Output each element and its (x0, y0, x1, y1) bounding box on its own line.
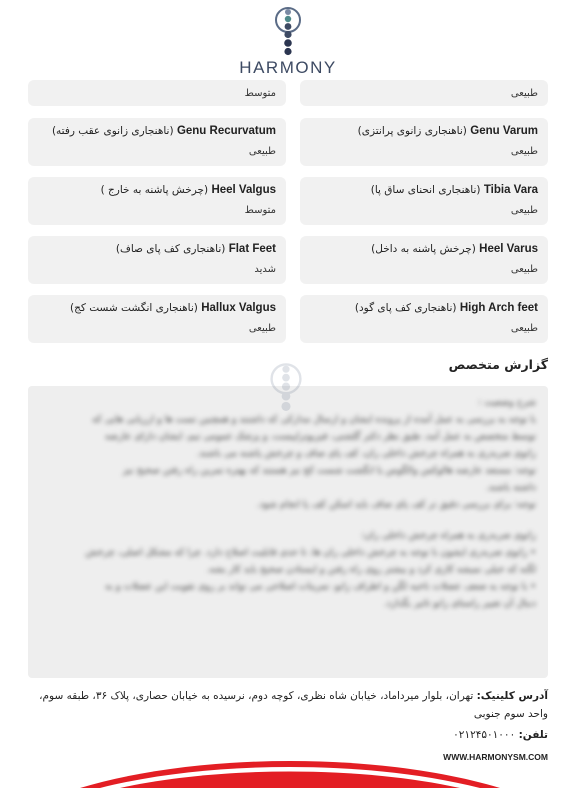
report-line: توسط متخصص به عمل آمد، طبق نظر دکتر گلشنی، فیزیوتراپیست، و پزشک عمومی تیم، ایشان دارای عارضه (104, 431, 536, 442)
card-value: طبیعی (248, 323, 276, 334)
card-hallux-valgus (28, 295, 286, 343)
harmony-mark-icon (274, 6, 302, 56)
card-title-en: Heel Varus (479, 243, 538, 255)
card-genu-varum (300, 118, 548, 166)
report-line: • با توجه به ضعف عضلات ناحیه لگن و اطراف زانو، تمرینات اصلاحی می تواند بر روی تقویت این عضلات و به (105, 581, 536, 592)
harmony-logo (0, 6, 576, 78)
card-tibia-vara (300, 177, 548, 225)
card-genu-recurvatum (28, 118, 286, 166)
website-link[interactable]: WWW.HARMONYSM.COM (443, 752, 548, 762)
card-heel-varus (300, 236, 548, 284)
report-line: زانوی ضربدری به همراه چرخش داخلی ران، کف پای صاف و چرخش پاشنه می باشند. (196, 448, 536, 459)
card-title-en: Hallux Valgus (201, 302, 276, 314)
card-value: متوسط (244, 205, 276, 216)
footer-wave-decoration (0, 758, 576, 788)
report-line: داشته باشند. (485, 482, 536, 493)
report-line: دنبال آن تغییر راستای زانو تاثیر بگذارد. (383, 598, 536, 609)
card-heel-valgus (28, 177, 286, 225)
card-title-en: High Arch feet (459, 302, 538, 314)
card-high-arch-feet (300, 295, 548, 343)
card-value: طبیعی (510, 323, 538, 334)
report-line: • زانوی ضربدری ایشون با توجه به چرخش داخلی ران ها، تا حدی قابلیت اصلاح دارد. چرا که مشکل اصلی، چرخش (85, 547, 536, 558)
clinic-address (28, 687, 548, 723)
report-line: لگنه که خیلی نمیشه کاری کرد و بیشتر روی راه رفتن و ایستادن صحیح باید کار بشه. (206, 564, 536, 575)
card-title-en: Heel Valgus (211, 184, 276, 196)
card-title-fa: (ناهنجاری انگشت شست کج) (70, 302, 198, 314)
card-title-fa: (ناهنجاری زانوی پرانتزی) (357, 125, 467, 137)
report-title: گزارش متخصص (448, 357, 548, 372)
card-title-en: Genu Varum (470, 125, 538, 137)
card-title-fa: (ناهنجاری زانوی عقب رفته) (51, 125, 174, 137)
phone-label: تلفن: (518, 729, 548, 741)
card-title-fa: (چرخش پاشنه به خارج ) (100, 184, 209, 196)
watermark-logo-icon (266, 362, 306, 422)
card-value: شدید (254, 264, 276, 275)
report-line: با توجه به بررسی به عمل آمده از پرونده ایشان و ارسال مدارکی که داشتند و همچنین تست ها و ارزیابی هایی که (92, 414, 536, 425)
card-value: طبیعی (248, 146, 276, 157)
card-value: طبیعی (510, 205, 538, 216)
top-left-card (28, 80, 286, 106)
report-line: توجه: برای بررسی دقیق تر کف پای صاف باید اسکن کف پا انجام شود. (256, 499, 536, 510)
card-title-en: Tibia Vara (483, 184, 538, 196)
clinic-phone (453, 729, 548, 741)
brand-name: HARMONY (239, 58, 337, 77)
card-title-en: Flat Feet (228, 243, 276, 255)
report-line: شرح وضعیت : (477, 397, 536, 408)
card-value: طبیعی (510, 264, 538, 275)
card-title-en: Genu Recurvatum (176, 125, 276, 137)
card-value: طبیعی (510, 146, 538, 157)
card-title-fa: (چرخش پاشنه به داخل) (371, 243, 476, 255)
report-line: توجه: مستعد عارضه هالوکس والگوس یا انگشت شست کج نیز هستند که بهتره تمرین راه رفتن صحیح نیز (122, 465, 536, 476)
report-line: زانوی ضربدری به همراه چرخش داخلی ران: (361, 530, 536, 541)
address-text: تهران، بلوار میرداماد، خیابان شاه نظری، کوچه دوم، نرسیده به خیابان حصاری، پلاک ۳۶، طبقه سوم، واحد سوم جنوبی (39, 690, 548, 720)
card-flat-feet (28, 236, 286, 284)
address-label: آدرس کلینیک: (476, 690, 548, 702)
top-right-card (300, 80, 548, 106)
card-title-fa: (ناهنجاری کف پای صاف) (115, 243, 226, 255)
top-right-value: طبیعی (510, 88, 538, 99)
phone-number: ۰۲۱۲۴۵۰۱۰۰۰ (453, 729, 516, 741)
top-left-value: متوسط (244, 88, 276, 99)
expert-report (28, 386, 548, 678)
card-title-fa: (ناهنجاری کف پای گود) (354, 302, 457, 314)
card-title-fa: (ناهنجاری انحنای ساق پا) (370, 184, 481, 196)
